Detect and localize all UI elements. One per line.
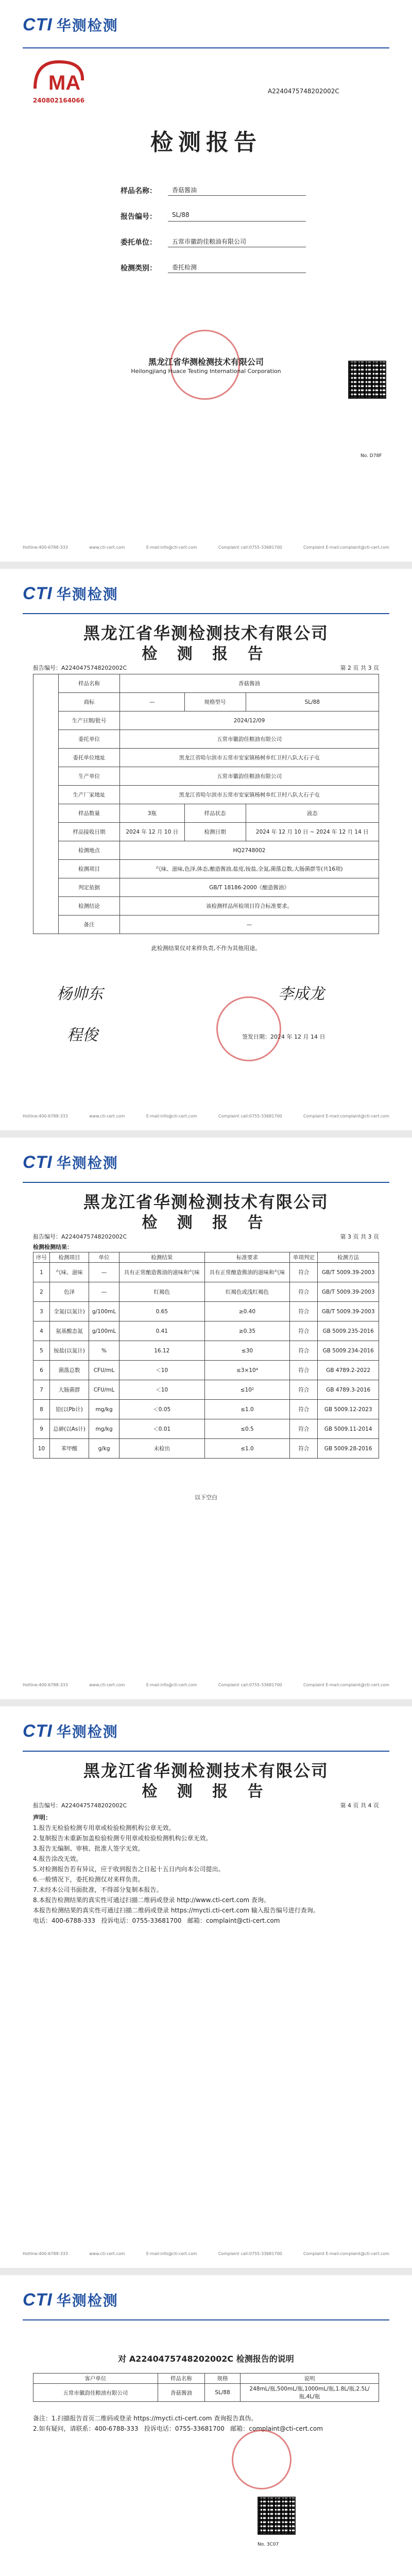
table-cell: GB 4789.2-2022 [318,1361,379,1380]
table-row [33,916,379,934]
table-cell: 符合 [290,1341,318,1361]
field-label: 委托单位地址 [59,749,120,767]
footer-website: www.cti-cert.com [89,2251,125,2256]
field-value: 气味、滋味,色泽,体态,酿造酱油,盐度,铵盐,全氮,菌落总数,大肠菌群等(共16项) [120,860,379,878]
table-row [33,693,379,711]
table-cell: ≤1.0 [204,1439,290,1459]
page-number: 第 4 页 共 4 页 [340,1802,379,1809]
explanation-page [0,2275,412,2576]
table-cell: 具有正常酿造酱油的滋味和气味 [119,1263,204,1282]
report-subtitle: 检 测 报 告 [142,645,270,663]
table-cell: 1 [33,1263,50,1282]
explanation-notes [33,2413,379,2434]
header-rule [23,47,389,48]
cover-field [121,237,306,247]
field-label: 规格型号 [184,693,246,711]
brand-name: 华测检测 [56,2292,118,2309]
table-row [33,1282,379,1302]
table-cell: 未检出 [119,1439,204,1459]
note-line: 7.未经本公司书面批准，不得部分复制本报告。 [33,1886,163,1893]
field-label: 商标 [59,693,120,711]
explanation-title: 对 A2240475748202002C 检测报告的说明 [118,2354,294,2364]
table-row [33,878,379,897]
table-cell: GB 5009.28-2016 [318,1439,379,1459]
field-value: 黑龙江省哈尔滨市五常市安家镇杨树乡红卫村八队大石子屯 [120,749,379,767]
table-cell: ≥0.40 [204,1302,290,1321]
table-cell: 0.41 [119,1321,204,1341]
footer-complaint-email: Complaint E-mail:complaint@cti-cert.com [303,545,389,550]
table-cell: g/100mL [89,1302,119,1321]
footer-email: E-mail:info@cti-cert.com [146,545,197,550]
table-cell: SL/88 [205,2384,241,2402]
note-line: 8.本报告检测结果的真实性可通过扫描二维码或登录 http://www.cti-cert.com 查询。 [33,1896,270,1904]
table-cell: GB 5009.11-2014 [318,1419,379,1439]
cma-icon [30,58,88,95]
table-row [33,897,379,916]
field-label: 委托单位： [121,239,157,247]
sample-info-table [33,674,379,934]
field-label: 检测项目 [59,860,120,878]
cover-fields [121,185,306,289]
field-label: 检测地点 [59,841,120,860]
table-cell: 菌落总数 [49,1361,89,1380]
table-row [33,749,379,767]
statement-notes [33,1812,379,1926]
table-cell: GB/T 5009.39-2003 [318,1263,379,1282]
table-cell: 3 [33,1302,50,1321]
cma-number: 240802164066 [32,97,85,104]
report-number: 报告编号：A2240475748202002C [33,1233,127,1240]
table-cell: GB/T 5009.39-2003 [318,1282,379,1302]
table-cell: 7 [33,1380,50,1400]
note-line: 本报告检测结果的真实性可通过扫描二维码或登录 https://mycti.cti-cert.com 输入报告编号进行查询。 [33,1907,319,1914]
table-cell: 氨基酸态氮 [49,1321,89,1341]
page-footer [23,1683,389,1687]
footer-website: www.cti-cert.com [89,1114,125,1118]
page-footer [23,545,389,550]
note-line: 备注：1.扫描报告首页二维码或登录 https://mycti.cti-cert.com 查询报告真伪。 [33,2415,258,2422]
footer-email: E-mail:info@cti-cert.com [146,1683,197,1687]
table-cell: 10 [33,1439,50,1459]
field-value: — [120,916,379,934]
field-value: 五常市徽韵佳粮油有限公司 [168,237,306,247]
report-note: 此检测结果仅对来样负责,不作为其他用途。 [151,945,261,952]
col-header: 单项判定 [290,1252,318,1263]
table-row [33,1341,379,1361]
table-cell: ≥0.35 [204,1321,290,1341]
blank-below-marker: 以下空白 [195,1494,217,1501]
cover-page [0,0,412,562]
col-header: 标准要求 [204,1252,290,1263]
table-cell: 五常市徽韵佳粮油有限公司 [33,2384,158,2402]
table-cell: g/100mL [89,1321,119,1341]
table-row [33,1439,379,1459]
table-cell: 符合 [290,1380,318,1400]
table-cell: CFU/mL [89,1361,119,1380]
col-header: 序号 [33,1252,50,1263]
cover-company-cn: 黑龙江省华测检测技术有限公司 [148,357,264,367]
table-cell: 红褐色 [119,1282,204,1302]
table-cell: mg/kg [89,1400,119,1419]
table-row [33,804,379,823]
footer-hotline: Hotline:400-6788-333 [23,1114,68,1118]
table-row [33,860,379,878]
table-cell: CFU/mL [89,1380,119,1400]
table-cell: 铅(以Pb计) [49,1400,89,1419]
col-header: 检测结果 [119,1252,204,1263]
cover-company-en: Heilongjiang Huace Testing International Corporation [131,368,281,375]
table-cell: 符合 [290,1263,318,1282]
table-cell: 符合 [290,1321,318,1341]
table-cell: ≤3×10⁴ [204,1361,290,1380]
side-label [33,674,59,934]
cti-logo-text: CTI [23,14,53,35]
company-title: 黑龙江省华测检测技术有限公司 [83,623,329,643]
note-line: 声明： [33,1814,52,1821]
page-number: 第 3 页 共 3 页 [340,1233,379,1240]
footer-complaint-email: Complaint E-mail:complaint@cti-cert.com [303,1683,389,1687]
field-value: 香菇酱油 [120,674,379,693]
footer-email: E-mail:info@cti-cert.com [146,1114,197,1118]
cover-report-number: A2240475748202002C [268,88,339,95]
field-label: 样品名称： [121,187,157,195]
table-cell: GB/T 5009.39-2003 [318,1302,379,1321]
table-cell: — [89,1263,119,1282]
field-label: 生产单位 [59,767,120,786]
table-row [33,1400,379,1419]
header-rule [23,1182,389,1183]
col-header: 检测方法 [318,1252,379,1263]
table-cell: 色泽 [49,1282,89,1302]
field-value: GB/T 18186-2000《酿造酱油》 [120,878,379,897]
field-value: SL/88 [168,211,306,222]
brand-logo [23,583,118,604]
table-cell: GB 5009.12-2023 [318,1400,379,1419]
table-cell: 2 [33,1282,50,1302]
footer-complaint-call: Complaint call:0755-33681700 [218,1683,282,1687]
brand-logo [23,2290,118,2310]
results-table [33,1252,379,1459]
explanation-page-id: No. 3C07 [258,2542,279,2547]
field-label: 检测日期 [184,823,246,841]
table-cell: 红褐色或浅红褐色 [204,1282,290,1302]
results-caption: 检测检测结果： [33,1244,73,1250]
table-cell: g/kg [89,1439,119,1459]
signature-reviewer: 程俊 [67,1026,98,1044]
sign-date: 签发日期：2024 年 12 月 14 日 [242,1033,325,1040]
table-cell: 符合 [290,1400,318,1419]
table-cell: % [89,1341,119,1361]
field-value: 该检测样品所检项目符合标准要求。 [120,897,379,916]
cover-qr-code [348,361,386,399]
table-cell: ＜0.05 [119,1400,204,1419]
cti-logo-text: CTI [23,583,53,603]
col-header: 说明 [241,2374,379,2384]
cti-logo-text: CTI [23,1721,53,1741]
table-row [33,2384,379,2402]
table-row [33,823,379,841]
table-row [33,711,379,730]
page-footer [23,2251,389,2256]
table-cell: ≤10² [204,1380,290,1400]
table-cell: ≤1.0 [204,1400,290,1419]
cti-logo-text: CTI [23,2290,53,2310]
cma-mark-text: MA [48,72,81,94]
footer-complaint-call: Complaint call:0755-33681700 [218,2251,282,2256]
table-row [33,1361,379,1380]
table-row [33,674,379,693]
field-value: 2024 年 12 月 10 日 ~ 2024 年 12 月 14 日 [246,823,379,841]
field-label: 样品接收日期 [59,823,120,841]
page-number: 第 2 页 共 3 页 [340,665,379,671]
field-value: 五常市徽韵佳粮油有限公司 [120,767,379,786]
table-cell: — [89,1282,119,1302]
table-cell: GB 5009.235-2016 [318,1321,379,1341]
col-header: 客户单位 [33,2374,158,2384]
field-value: 液态 [246,804,379,823]
explanation-seal [232,2430,291,2489]
company-title: 黑龙江省华测检测技术有限公司 [83,1761,329,1781]
field-label: 报告编号： [121,213,157,221]
table-cell: 符合 [290,1361,318,1380]
table-cell: 符合 [290,1282,318,1302]
signature-compiler: 杨帅东 [57,985,103,1003]
col-header: 单位 [89,1252,119,1263]
table-cell: 铵盐(以氮计) [49,1341,89,1361]
field-label: 备注 [59,916,120,934]
header-rule [23,1751,389,1752]
cover-field [121,263,306,273]
footer-hotline: Hotline:400-6788-333 [23,2251,68,2256]
brand-name: 华测检测 [56,586,118,603]
page-footer [23,1114,389,1118]
table-cell: 符合 [290,1302,318,1321]
note-line: 2.复制报告未重新加盖检验检测专用章或检验检测机构公章无效。 [33,1835,212,1842]
brand-name: 华测检测 [56,1723,118,1740]
col-header: 检测项目 [49,1252,89,1263]
table-row [33,1380,379,1400]
explanation-table [33,2373,379,2402]
field-label: 委托单位 [59,730,120,749]
field-value: SL/88 [246,693,379,711]
footer-hotline: Hotline:400-6788-333 [23,545,68,550]
brand-name: 华测检测 [56,1155,118,1172]
table-cell: 大肠菌群 [49,1380,89,1400]
table-cell: ＜0.01 [119,1419,204,1439]
report-subtitle: 检 测 报 告 [142,1214,270,1232]
field-value: 委托检测 [168,263,306,273]
table-cell: 符合 [290,1439,318,1459]
footer-complaint-call: Complaint call:0755-33681700 [218,1114,282,1118]
table-cell: ≤0.5 [204,1419,290,1439]
field-value: HQ2748002 [120,841,379,860]
table-cell: ≤30 [204,1341,290,1361]
footer-email: E-mail:info@cti-cert.com [146,2251,197,2256]
field-value: — [120,693,185,711]
table-cell: GB 5009.234-2016 [318,1341,379,1361]
cover-field [121,211,306,222]
table-row [33,767,379,786]
table-cell: 0.65 [119,1302,204,1321]
table-row [33,1419,379,1439]
field-label: 生产日期/批号 [59,711,120,730]
field-label: 样品名称 [59,674,120,693]
table-cell: 4 [33,1321,50,1341]
table-cell: 气味、滋味 [49,1263,89,1282]
brand-logo [23,1721,118,1741]
table-cell: 香菇酱油 [158,2384,204,2402]
brand-logo [23,1152,118,1173]
table-cell: mg/kg [89,1419,119,1439]
note-line: 4.报告涂改无效。 [33,1855,82,1862]
report-page-2 [0,569,412,1130]
report-page-3 [0,1138,412,1699]
field-label: 判定依据 [59,878,120,897]
table-row [33,1321,379,1341]
report-subtitle: 检 测 报 告 [142,1783,270,1801]
table-row [33,841,379,860]
signature-approver: 李成龙 [278,985,324,1003]
footer-website: www.cti-cert.com [89,545,125,550]
header-rule [23,2319,389,2320]
table-cell: 5 [33,1341,50,1361]
table-row [33,1302,379,1321]
cma-logo [30,58,88,104]
footer-complaint-email: Complaint E-mail:complaint@cti-cert.com [303,2251,389,2256]
brand-logo [23,14,118,35]
table-cell: 符合 [290,1419,318,1439]
report-page-4 [0,1706,412,2268]
report-number: 报告编号：A2240475748202002C [33,665,127,671]
col-header: 规格 [205,2374,241,2384]
field-label: 样品数量 [59,804,120,823]
cover-title: 检测报告 [150,129,262,156]
field-value: 香菇酱油 [168,185,306,196]
note-line: 1.报告无检验检测专用章或检验检测机构公章无效。 [33,1824,175,1832]
cover-page-id: No. D78F [360,453,382,459]
field-label: 样品状态 [184,804,246,823]
table-row [33,1263,379,1282]
header-rule [23,613,389,614]
footer-complaint-email: Complaint E-mail:complaint@cti-cert.com [303,1114,389,1118]
table-cell: 16.12 [119,1341,204,1361]
table-cell: 全氮(以氮计) [49,1302,89,1321]
explanation-qr-code [258,2497,296,2535]
brand-name: 华测检测 [56,17,118,34]
field-value: 五常市徽韵佳粮油有限公司 [120,730,379,749]
table-cell: ＜10 [119,1380,204,1400]
table-row [33,730,379,749]
field-label: 生产厂家地址 [59,786,120,804]
field-value: 黑龙江省哈尔滨市五常市安家镇杨树乡红卫村八队大石子屯 [120,786,379,804]
report-number: 报告编号：A2240475748202002C [33,1802,127,1809]
field-value: 2024 年 12 月 10 日 [120,823,185,841]
footer-hotline: Hotline:400-6788-333 [23,1683,68,1687]
field-value: 2024/12/09 [120,711,379,730]
field-label: 检测类别： [121,264,157,273]
note-line: 5.对检测报告若有异议，应于收到报告之日起十五日内向本公司提出。 [33,1866,225,1873]
table-cell: 具有正常酿造酱油的滋味和气味 [204,1263,290,1282]
table-cell: 248mL/瓶,500mL/瓶,1000mL/瓶,1.8L/瓶,2.5L/瓶,4L/瓶 [241,2384,379,2402]
cover-field [121,185,306,196]
report-seal [216,996,281,1061]
table-row [33,786,379,804]
field-label: 检测结论 [59,897,120,916]
note-line: 2.如有疑问，请联系：400-6788-333 投诉电话：0755-33681700 邮箱：complaint@cti-cert.com [33,2425,323,2432]
table-cell: 9 [33,1419,50,1439]
col-header: 样品名称 [158,2374,204,2384]
table-cell: 6 [33,1361,50,1380]
footer-website: www.cti-cert.com [89,1683,125,1687]
field-value: 3瓶 [120,804,185,823]
footer-complaint-call: Complaint call:0755-33681700 [218,545,282,550]
table-cell: GB 4789.3-2016 [318,1380,379,1400]
note-line: 电话：400-6788-333 投诉电话：0755-33681700 邮箱：complaint@cti-cert.com [33,1917,280,1924]
note-line: 6.一般情况下，委托检测仅对来样负责。 [33,1876,144,1883]
table-cell: 8 [33,1400,50,1419]
table-cell: 总砷(以As计) [49,1419,89,1439]
cti-logo-text: CTI [23,1152,53,1172]
note-line: 3.报告无编制、审核、批准人签字无效。 [33,1845,144,1852]
table-cell: 苯甲酸 [49,1439,89,1459]
company-title: 黑龙江省华测检测技术有限公司 [83,1192,329,1212]
table-cell: ＜10 [119,1361,204,1380]
